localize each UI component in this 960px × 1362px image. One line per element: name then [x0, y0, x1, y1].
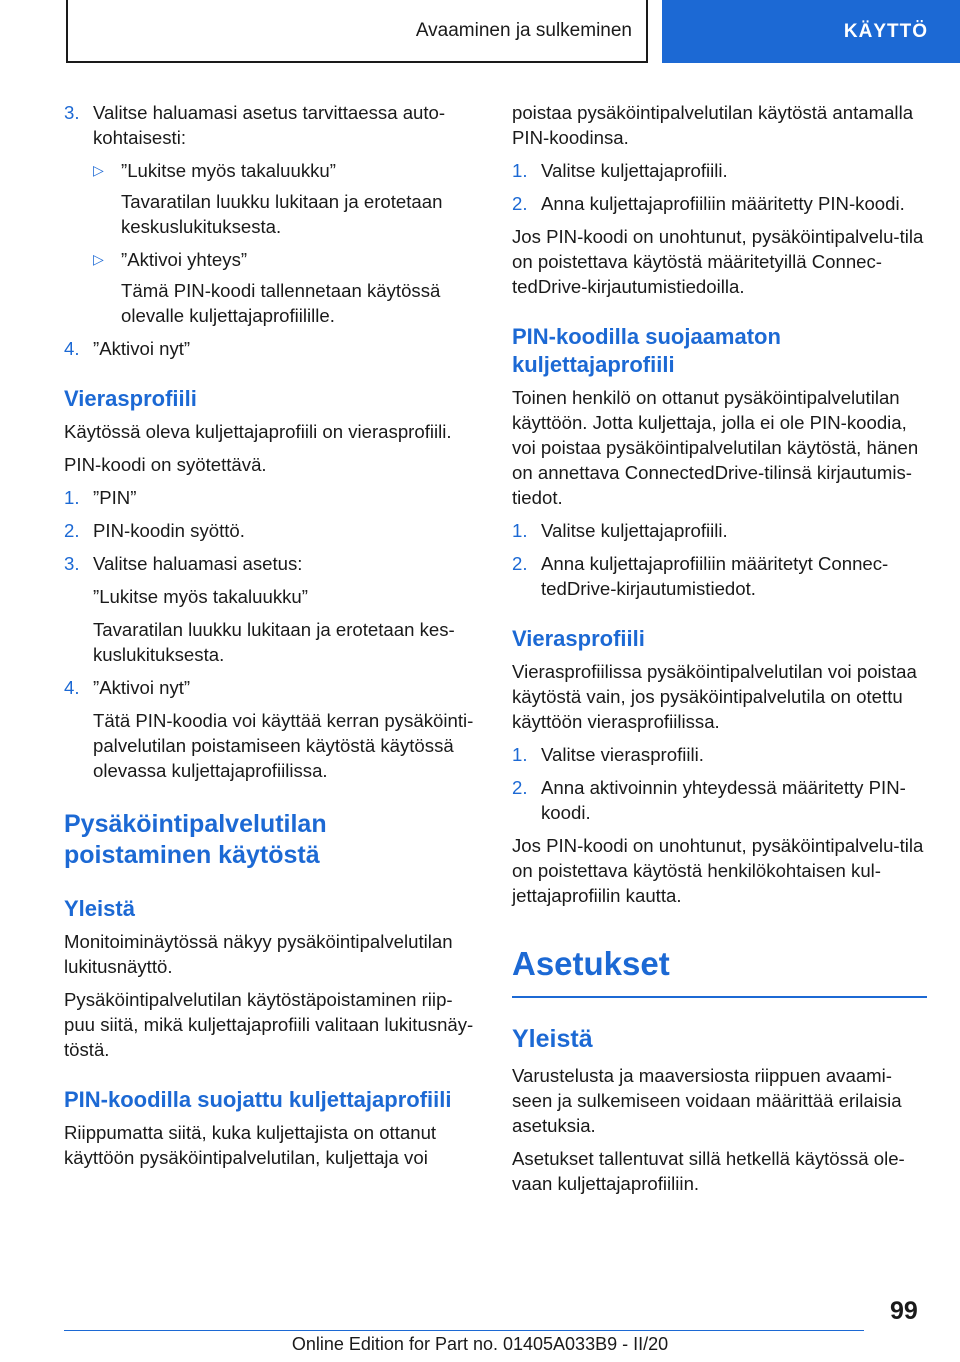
step-text: Anna kuljettajaprofiiliin määritetty PIN-koodi. — [541, 193, 905, 214]
settings-heading: Asetukset — [512, 944, 927, 998]
step-detail: Tavaratilan luukku lukitaan ja erotetaan kes-kuslukituksesta. — [93, 619, 455, 665]
list-item — [512, 191, 927, 216]
list-item — [512, 775, 927, 825]
footer-edition: Online Edition for Part no. 01405A033B9 - II/20 — [291, 1334, 669, 1354]
step-number: 2. — [64, 520, 80, 541]
unprotected-profile-heading: PIN-koodilla suojaamaton kuljettajaprofiili — [512, 324, 781, 377]
paragraph: Riippumatta siitä, kuka kuljettajista on ottanut käyttöön pysäköintipalvelutilan, kuljettaja voi — [64, 1122, 437, 1168]
list-item — [512, 158, 927, 183]
sub-item — [64, 158, 479, 183]
chapter-tab[interactable] — [662, 0, 960, 63]
paragraph: Varustelusta ja maaversiosta riippuen avaami-seen ja sulkemiseen voidaan määrittää erilaisia asetuksia. — [512, 1065, 902, 1136]
page-number: 99 — [890, 1297, 918, 1325]
sub-item-text: Tavaratilan luukku lukitaan ja erotetaan keskuslukituksesta. — [121, 191, 443, 237]
pin-protected-heading: PIN-koodilla suojattu kuljettajaprofiili — [64, 1087, 452, 1112]
list-item — [512, 742, 927, 767]
step-text: PIN-koodin syöttö. — [93, 520, 245, 541]
paragraph: Pysäköintipalvelutilan käytöstäpoistaminen riip-puu siitä, mikä kuljettajaprofiili valitaan lukitusnäy-töstä. — [64, 989, 474, 1060]
step-number: 4. — [64, 677, 80, 698]
sub-item — [64, 247, 479, 272]
list-item — [64, 100, 479, 150]
step-number: 3. — [64, 553, 80, 574]
step-number: 1. — [64, 487, 80, 508]
paragraph: Käytössä oleva kuljettajaprofiili on vierasprofiili. — [64, 421, 452, 442]
footer-divider — [64, 1330, 864, 1331]
list-item — [64, 551, 479, 576]
step-number: 2. — [512, 553, 528, 574]
left-column — [64, 100, 479, 1178]
step-detail: Tätä PIN-koodia voi käyttää kerran pysäköinti-palvelutilan poistamiseen käytöstä käytössä olevassa kuljettajaprofiilissa. — [93, 710, 474, 781]
section-title: Avaaminen ja sulkeminen — [415, 19, 632, 41]
guest-profile-heading: Vierasprofiili — [512, 626, 645, 651]
step-number: 3. — [64, 102, 80, 123]
list-item — [64, 518, 479, 543]
triangle-bullet-icon: ▷ — [93, 162, 104, 178]
list-item — [64, 675, 479, 700]
sub-item-title: ”Aktivoi yhteys” — [121, 249, 248, 270]
step-number: 1. — [512, 160, 528, 181]
header-section-title — [66, 0, 648, 63]
triangle-bullet-icon: ▷ — [93, 251, 104, 267]
step-number: 1. — [512, 520, 528, 541]
section-heading: Pysäköintipalvelutilan poistaminen käytöstä — [64, 810, 327, 869]
step-text: Anna kuljettajaprofiiliin määritetyt Connec-tedDrive-kirjautumistiedot. — [541, 553, 889, 599]
paragraph: poistaa pysäköintipalvelutilan käytöstä antamalla PIN-koodinsa. — [512, 102, 914, 148]
step-text: Valitse vierasprofiili. — [541, 744, 704, 765]
step-text: Valitse kuljettajaprofiili. — [541, 520, 728, 541]
sub-item-title: ”Lukitse myös takaluukku” — [121, 160, 336, 181]
general-heading: Yleistä — [64, 896, 135, 921]
sub-item-text: Tämä PIN-koodi tallennetaan käytössä olevalle kuljettajaprofiilille. — [121, 280, 441, 326]
step-text: Valitse haluamasi asetus: — [93, 553, 303, 574]
step-text: ”Aktivoi nyt” — [93, 677, 191, 698]
list-item — [512, 551, 927, 601]
step-text: Valitse haluamasi asetus tarvittaessa auto-kohtaisesti: — [93, 102, 446, 148]
paragraph: Jos PIN-koodi on unohtunut, pysäköintipalvelu-tila on poistettava käytöstä määritetyillä Connec-tedDrive-kirjautumistiedoilla. — [512, 226, 924, 297]
paragraph: Vierasprofiilissa pysäköintipalvelutilan voi poistaa käytöstä vain, jos pysäköintipalvelutila on otettu käyttöön vierasprofiilissa. — [512, 661, 917, 732]
step-text: ”Aktivoi nyt” — [93, 338, 191, 359]
paragraph: Toinen henkilö on ottanut pysäköintipalvelutilan käyttöön. Jotta kuljettaja, jolla ei ole PIN-koodia, voi poistaa pysäköintipalvelutilan käytöstä, hänen on annettava ConnectedDrive-tilinsä kirjautumis-tiedot. — [512, 387, 919, 508]
step-number: 2. — [512, 193, 528, 214]
list-item — [64, 336, 479, 361]
step-number: 1. — [512, 744, 528, 765]
list-item — [512, 518, 927, 543]
step-text: Anna aktivoinnin yhteydessä määritetty PIN-koodi. — [541, 777, 906, 823]
paragraph: Jos PIN-koodi on unohtunut, pysäköintipalvelu-tila on poistettava käytöstä henkilökohtaisen kul-jettajaprofiilin kautta. — [512, 835, 924, 906]
paragraph: Asetukset tallentuvat sillä hetkellä käytössä ole-vaan kuljettajaprofiiliin. — [512, 1148, 905, 1194]
chapter-title: KÄYTTÖ — [843, 20, 928, 42]
guest-profile-heading: Vierasprofiili — [64, 386, 197, 411]
paragraph: Monitoiminäytössä näkyy pysäköintipalvelutilan lukitusnäyttö. — [64, 931, 453, 977]
step-detail: ”Lukitse myös takaluukku” — [93, 586, 308, 607]
step-text: Valitse kuljettajaprofiili. — [541, 160, 728, 181]
general-heading: Yleistä — [512, 1025, 593, 1053]
paragraph: PIN-koodi on syötettävä. — [64, 454, 267, 475]
step-number: 4. — [64, 338, 80, 359]
right-column — [512, 100, 927, 1204]
step-text: ”PIN” — [93, 487, 137, 508]
step-number: 2. — [512, 777, 528, 798]
list-item — [64, 485, 479, 510]
